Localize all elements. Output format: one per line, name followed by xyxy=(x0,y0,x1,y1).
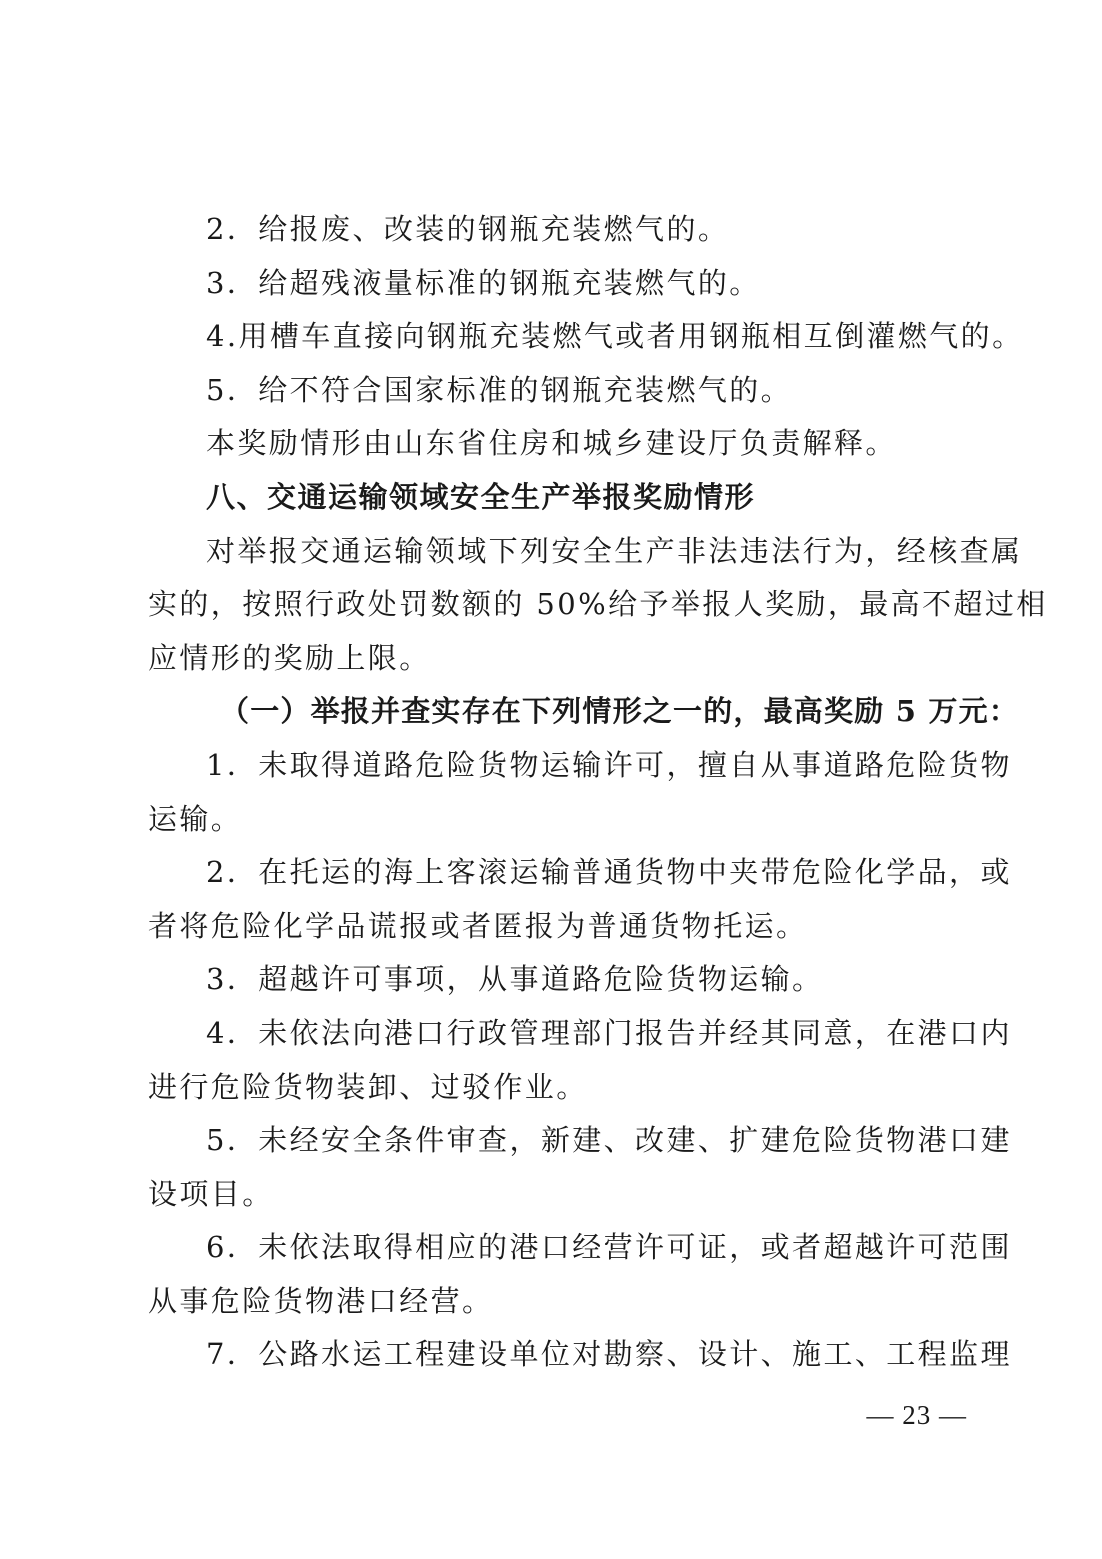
list-item: 5．未经安全条件审查，新建、改建、扩建危险货物港口建 xyxy=(206,1123,1012,1158)
page-number: — 23 — xyxy=(866,1400,967,1430)
list-item: 1．未取得道路危险货物运输许可，擅自从事道路危险货物 xyxy=(206,747,1012,782)
list-item: 6．未依法取得相应的港口经营许可证，或者超越许可范围 xyxy=(206,1230,1012,1265)
list-item: 3．超越许可事项，从事道路危险货物运输。 xyxy=(206,962,824,997)
paragraph: 本奖励情形由山东省住房和城乡建设厅负责解释。 xyxy=(206,426,897,461)
list-item: 4．未依法向港口行政管理部门报告并经其同意，在港口内 xyxy=(206,1015,1012,1050)
list-item: 2．在托运的海上客滚运输普通货物中夹带危险化学品，或 xyxy=(206,855,1012,890)
list-item: 5．给不符合国家标准的钢瓶充装燃气的。 xyxy=(206,372,793,407)
list-item: 2．给报废、改装的钢瓶充装燃气的。 xyxy=(206,212,730,246)
paragraph: 对举报交通运输领域下列安全生产非法违法行为，经核查属 xyxy=(206,533,1023,568)
list-item: 7．公路水运工程建设单位对勘察、设计、施工、工程监理 xyxy=(206,1337,1012,1372)
list-item: 进行危险货物装卸、过驳作业。 xyxy=(148,1069,588,1104)
list-item: 4.用槽车直接向钢瓶充装燃气或者用钢瓶相互倒灌燃气的。 xyxy=(206,319,1024,354)
list-item: 从事危险货物港口经营。 xyxy=(148,1283,494,1318)
list-item: 运输。 xyxy=(148,801,243,836)
sub-heading: （一）举报并查实存在下列情形之一的，最高奖励 5 万元： xyxy=(220,694,1019,729)
list-item: 者将危险化学品谎报或者匿报为普通货物托运。 xyxy=(148,908,808,943)
list-item: 3．给超残液量标准的钢瓶充装燃气的。 xyxy=(206,265,761,300)
paragraph: 实的，按照行政处罚数额的 50%给予举报人奖励，最高不超过相 xyxy=(148,587,1048,622)
paragraph: 应情形的奖励上限。 xyxy=(148,640,431,675)
list-item: 设项目。 xyxy=(148,1176,274,1211)
section-heading: 八、交通运输领域安全生产举报奖励情形 xyxy=(206,479,756,514)
document-body xyxy=(148,203,1048,1382)
